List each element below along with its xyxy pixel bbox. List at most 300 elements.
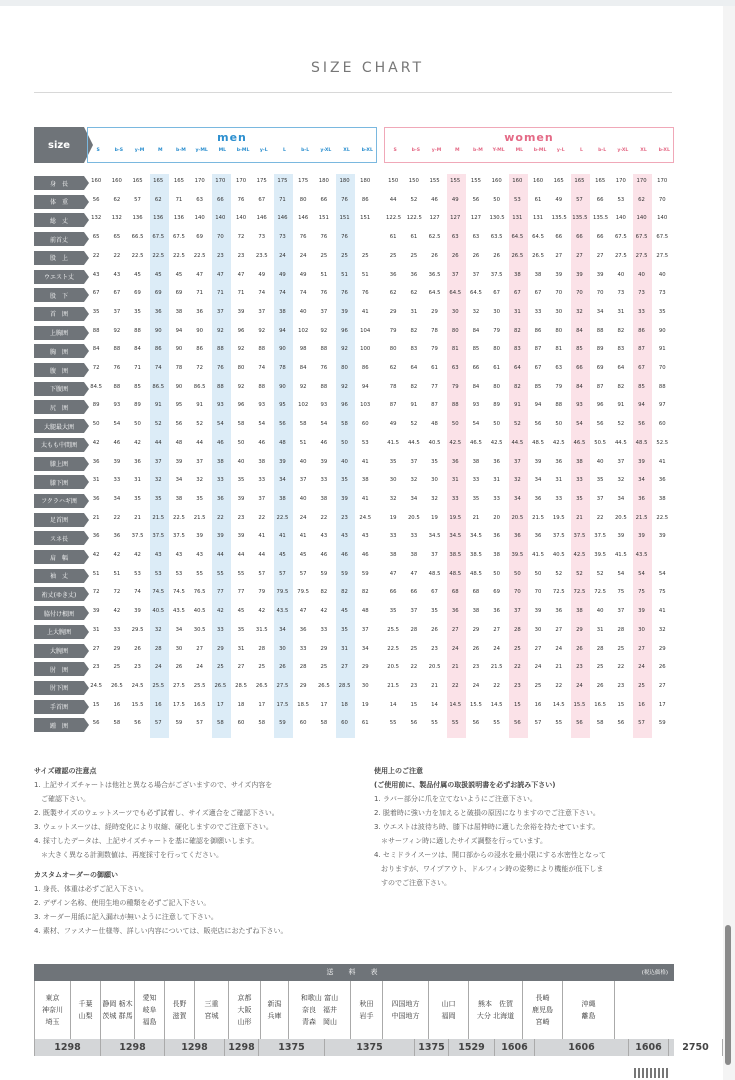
area-name: 和歌山 富山 [300, 994, 339, 1002]
women-cell: 67 [638, 365, 645, 371]
men-cell: 33 [299, 645, 307, 652]
men-cell: 35 [237, 626, 245, 633]
women-cell: 26.5 [511, 252, 524, 259]
women-cell: 41.5 [614, 552, 627, 558]
women-cell: 16 [534, 701, 542, 708]
women-cell: 38 [513, 271, 521, 278]
men-cell: 44 [216, 552, 224, 558]
women-cell: 135.5 [572, 215, 588, 222]
men-cell: 92 [237, 346, 245, 353]
men-cell: 84.5 [90, 383, 103, 390]
men-cell: 29 [216, 645, 224, 652]
men-cell: 55 [216, 570, 224, 577]
women-cell: 64 [513, 365, 521, 371]
women-cell: 83 [513, 346, 521, 353]
women-cell: 69 [596, 365, 604, 371]
women-size-13: XL [640, 148, 647, 153]
shipping-price: 1375 [259, 1039, 325, 1056]
women-cell: 34 [513, 495, 521, 502]
men-cell: 82 [341, 589, 348, 596]
men-cell: 26 [134, 645, 141, 652]
women-cell: 35 [431, 608, 438, 615]
size-notes-list [34, 778, 364, 862]
men-cell: 43 [320, 533, 328, 540]
men-cell: 56 [92, 720, 100, 727]
note-item: 1. 身長、体重は必ずご記入下さい。 [34, 885, 148, 893]
women-cell: 33 [493, 495, 501, 502]
women-cell: 52 [410, 421, 418, 428]
area-name: 山口 [441, 1000, 456, 1008]
women-cell: 40.5 [552, 552, 565, 558]
women-cell: 37.5 [573, 533, 586, 540]
men-cell: 31 [341, 645, 348, 652]
men-cell: 96 [237, 402, 245, 409]
women-cell: 32 [472, 308, 480, 315]
men-cell: 42 [258, 608, 266, 615]
men-cell: 73 [258, 234, 266, 241]
men-cell: 25 [341, 252, 348, 259]
women-cell: 26 [451, 252, 459, 259]
men-cell: 39 [92, 608, 100, 615]
women-cell: 62 [389, 290, 397, 297]
women-cell: 127 [429, 215, 440, 222]
men-cell: 92 [258, 327, 266, 334]
men-cell: 24 [154, 664, 162, 671]
women-cell: 64 [617, 365, 625, 371]
barcode-mark [634, 1068, 670, 1078]
women-cell: 82 [513, 383, 521, 390]
shipping-price: 1606 [629, 1039, 669, 1056]
women-cell: 62 [638, 196, 645, 203]
women-size-4: M [454, 148, 460, 153]
women-cell: 87 [431, 402, 438, 409]
men-cell: 38 [175, 495, 183, 502]
women-cell: 24 [493, 645, 501, 652]
men-cell: 66.5 [131, 234, 144, 241]
women-cell: 70 [576, 290, 583, 297]
shipping-areas [34, 981, 674, 1039]
women-cell: 155 [470, 178, 481, 184]
women-size-2: b-S [411, 148, 421, 153]
men-cell: 54 [113, 421, 121, 428]
area-name: 千葉 [78, 1000, 93, 1008]
women-cell: 44.5 [407, 439, 420, 446]
men-cell: 86 [196, 346, 204, 353]
women-cell: 34 [410, 495, 418, 502]
men-cell: 33 [258, 477, 266, 484]
men-cell: 54 [320, 421, 328, 428]
women-cell: 26.5 [532, 252, 544, 259]
note-item: 3. ウェットスーツは、経時変化により収縮、硬化しますのでご注意下さい。 [34, 823, 273, 831]
table-row [34, 700, 674, 714]
women-cell: 37 [472, 271, 480, 278]
women-cell: 23 [431, 645, 438, 652]
tax-note: (税込価格) [641, 970, 668, 976]
women-cell: 29 [576, 626, 583, 633]
women-cell: 20.5 [428, 664, 441, 671]
men-cell: 71 [216, 290, 224, 297]
note-item: 4. 素材、ファスナー仕様等、詳しい内容については、販売店におたずね下さい。 [34, 927, 288, 935]
area-name: 山梨 [78, 1012, 93, 1020]
women-cell: 50 [493, 421, 501, 428]
men-cell: 88 [216, 346, 224, 353]
row-label: 下腹囲 [34, 382, 84, 396]
women-cell: 70 [596, 290, 604, 297]
women-cell: 61 [534, 196, 542, 203]
men-cell: 39 [279, 458, 286, 465]
men-cell: 43 [154, 552, 162, 558]
women-cell: 33 [555, 495, 563, 502]
women-cell: 58 [596, 720, 604, 727]
size-header: size [34, 127, 84, 163]
men-cell: 69 [154, 290, 162, 297]
men-cell: 95 [279, 402, 286, 409]
men-cell: 82 [361, 589, 369, 596]
women-cell: 67 [534, 365, 542, 371]
women-cell: 64.5 [428, 290, 441, 297]
women-cell: 22.5 [387, 645, 400, 652]
men-cell: 92 [299, 383, 307, 390]
women-cell: 22 [451, 682, 459, 689]
women-cell: 75 [658, 589, 666, 596]
men-cell: 46 [361, 552, 369, 558]
women-cell: 91 [617, 402, 625, 409]
men-cell: 132 [91, 215, 102, 222]
men-cell: 39 [216, 533, 224, 540]
women-cell: 48 [431, 421, 438, 428]
men-cell: 56 [92, 196, 100, 203]
women-cell: 15.5 [573, 701, 586, 708]
women-cell: 44.5 [614, 439, 627, 446]
women-cell: 29 [389, 308, 397, 315]
men-cell: 40 [237, 458, 245, 465]
row-label: 肩 幅 [34, 550, 84, 564]
women-cell: 86 [638, 327, 645, 334]
table-row [34, 213, 674, 227]
women-cell: 21 [451, 664, 459, 671]
men-cell: 22 [92, 252, 100, 259]
women-cell: 15 [617, 701, 625, 708]
men-cell: 30 [175, 645, 183, 652]
note-item: 3. オーダー用紙に記入漏れが無いように注意して下さい。 [34, 913, 218, 921]
women-cell: 35 [658, 308, 666, 315]
men-cell: 170 [194, 178, 205, 184]
women-cell: 28 [596, 645, 604, 652]
table-row [34, 232, 674, 246]
men-cell: 74 [154, 365, 162, 371]
men-cell: 39 [341, 495, 348, 502]
men-cell: 90 [279, 383, 286, 390]
men-cell: 43 [92, 271, 100, 278]
men-cell: 146 [298, 215, 309, 222]
women-cell: 85 [638, 383, 645, 390]
men-cell: 37 [361, 626, 369, 633]
men-cell: 72 [113, 589, 121, 596]
women-cell: 56 [410, 720, 418, 727]
women-cell: 39 [576, 271, 583, 278]
men-cell: 16.5 [193, 701, 206, 708]
men-cell: 88 [258, 346, 266, 353]
men-cell: 40.5 [152, 608, 165, 615]
women-cell: 84 [576, 383, 583, 390]
women-size-14: b-XL [658, 148, 670, 153]
women-cell: 21 [472, 514, 480, 521]
row-label: 尻 囲 [34, 400, 84, 414]
men-cell: 22.5 [131, 252, 144, 259]
men-cell: 56 [279, 421, 286, 428]
women-cell: 21 [555, 664, 563, 671]
women-cell: 93 [576, 402, 583, 409]
men-cell: 60 [341, 720, 348, 727]
men-cell: 37 [258, 495, 266, 502]
women-cell: 56 [513, 720, 521, 727]
men-cell: 41 [279, 533, 286, 540]
women-cell: 40 [658, 271, 666, 278]
men-cell: 77 [216, 589, 224, 596]
row-label: 前首丈 [34, 232, 84, 246]
men-cell: 39 [320, 458, 328, 465]
women-cell: 21.5 [532, 514, 544, 521]
men-cell: 40 [299, 458, 307, 465]
shipping-area [469, 981, 523, 1039]
men-cell: 65 [113, 234, 121, 241]
women-cell: 34 [617, 495, 625, 502]
men-cell: 49 [258, 271, 266, 278]
shipping-area [195, 981, 229, 1039]
men-cell: 51 [92, 570, 100, 577]
women-cell: 32 [658, 626, 666, 633]
men-cell: 91 [196, 402, 204, 409]
men-cell: 57 [279, 570, 286, 577]
men-cell: 92 [216, 327, 224, 334]
men-cell: 35 [237, 477, 245, 484]
women-cell: 127 [450, 215, 461, 222]
men-cell: 136 [132, 215, 143, 222]
women-cell: 22 [493, 682, 501, 689]
men-cell: 72 [237, 234, 245, 241]
women-cell: 39 [638, 533, 645, 540]
table-row [34, 494, 674, 508]
men-size-10: L [282, 148, 286, 153]
row-label: 上胸囲 [34, 326, 84, 340]
row-label: 股 下 [34, 288, 84, 302]
area-name: 愛知 [142, 994, 157, 1002]
women-cell: 75 [638, 589, 645, 596]
men-cell: 84 [92, 346, 100, 353]
men-cell: 69 [134, 290, 141, 297]
men-cell: 74.5 [173, 589, 185, 596]
men-cell: 95 [175, 402, 183, 409]
women-cell: 27 [555, 626, 563, 633]
women-cell: 165 [574, 178, 585, 184]
women-cell: 36 [493, 533, 501, 540]
men-cell: 96 [341, 402, 348, 409]
men-cell: 40 [341, 458, 348, 465]
women-cell: 122.5 [386, 215, 402, 222]
women-cell: 36 [451, 458, 459, 465]
men-cell: 45 [175, 271, 183, 278]
table-row [34, 644, 674, 658]
women-cell: 35 [576, 495, 583, 502]
women-cell: 37 [596, 495, 604, 502]
women-cell: 39 [658, 533, 666, 540]
table-row [34, 400, 674, 414]
women-cell: 34 [534, 477, 542, 484]
men-cell: 52 [154, 421, 162, 428]
men-cell: 46 [320, 552, 328, 558]
women-cell: 61 [431, 365, 438, 371]
women-cell: 70 [658, 365, 666, 371]
men-cell: 32 [196, 477, 204, 484]
men-cell: 36 [92, 458, 100, 465]
women-cell: 14 [389, 701, 397, 708]
women-cell: 160 [532, 178, 544, 184]
table-row [34, 475, 674, 489]
table-row [34, 270, 674, 284]
men-cell: 26.5 [214, 682, 227, 689]
women-cell: 67 [431, 589, 438, 596]
women-cell: 66 [410, 589, 418, 596]
men-cell: 76 [320, 234, 328, 241]
women-cell: 82 [617, 383, 625, 390]
women-cell: 27 [638, 645, 645, 652]
women-cell: 37 [431, 552, 438, 558]
women-cell: 79 [389, 327, 397, 334]
women-cell: 78 [389, 383, 397, 390]
women-cell: 28 [410, 626, 418, 633]
women-cell: 38 [410, 552, 418, 558]
women-cell: 82 [410, 383, 418, 390]
men-cell: 53 [361, 439, 369, 446]
men-cell: 80 [299, 196, 307, 203]
men-size-8: b-ML [236, 148, 250, 153]
men-cell: 102 [298, 327, 309, 334]
women-cell: 64.5 [511, 234, 524, 241]
women-cell: 25.5 [387, 626, 400, 633]
usage-notes-heading: 使用上のご注意 [374, 767, 423, 775]
women-cell: 38.5 [470, 552, 482, 558]
women-cell: 85 [472, 346, 480, 353]
women-cell: 20.5 [511, 514, 524, 521]
scrollbar-thumb[interactable] [725, 925, 731, 1065]
women-cell: 31 [493, 477, 501, 484]
women-cell: 38 [493, 552, 501, 558]
women-cell: 79 [451, 383, 459, 390]
men-cell: 50 [341, 439, 348, 446]
women-cell: 14.5 [490, 701, 503, 708]
women-cell: 72.5 [573, 589, 586, 596]
women-cell: 50 [451, 421, 459, 428]
page-title: SIZE CHART [310, 60, 425, 76]
women-cell: 39 [534, 458, 542, 465]
row-label: 踵 囲 [34, 718, 84, 732]
men-cell: 26 [175, 664, 183, 671]
women-cell: 33 [638, 308, 645, 315]
men-cell: 180 [360, 178, 371, 184]
women-cell: 72.5 [552, 589, 565, 596]
men-cell: 25 [258, 664, 266, 671]
men-cell: 42 [134, 439, 141, 446]
usage-notes-list [374, 792, 674, 890]
women-cell: 36 [513, 533, 521, 540]
women-cell: 89 [596, 346, 604, 353]
women-cell: 93 [472, 402, 480, 409]
men-cell: 71 [279, 196, 286, 203]
men-cell: 92 [113, 327, 121, 334]
men-cell: 15.5 [131, 701, 144, 708]
men-size-7: ML [218, 148, 227, 153]
men-cell: 43.5 [173, 608, 185, 615]
men-cell: 42 [216, 608, 224, 615]
women-cell: 46 [431, 196, 438, 203]
area-name: 中国地方 [391, 1012, 420, 1020]
men-cell: 66 [320, 196, 328, 203]
men-cell: 37.5 [131, 533, 144, 540]
women-cell: 66 [596, 234, 604, 241]
notes-left [34, 764, 364, 938]
men-cell: 31 [92, 626, 100, 633]
shipping-area [101, 981, 135, 1039]
women-cell: 27 [451, 626, 459, 633]
row-label: スネ長 [34, 531, 84, 545]
women-cell: 38 [576, 458, 583, 465]
women-cell: 66 [555, 234, 563, 241]
women-cell: 15 [410, 701, 418, 708]
women-cell: 64 [410, 365, 418, 371]
men-cell: 26.5 [255, 682, 268, 689]
women-cell: 79 [431, 346, 438, 353]
men-cell: 23 [134, 664, 141, 671]
women-cell: 19 [431, 514, 438, 521]
men-cell: 43 [196, 552, 204, 558]
men-cell: 45 [237, 608, 245, 615]
women-cell: 20.5 [614, 514, 627, 521]
men-cell: 29 [320, 645, 328, 652]
men-cell: 28 [154, 645, 162, 652]
men-cell: 84 [134, 346, 141, 353]
women-cell: 44 [389, 196, 397, 203]
area-name: 福岡 [441, 1012, 456, 1020]
shipping-area [289, 981, 351, 1039]
women-cell: 34.5 [470, 533, 482, 540]
women-cell: 22 [617, 664, 625, 671]
men-cell: 80 [341, 365, 348, 371]
women-cell: 21.5 [490, 664, 503, 671]
women-cell: 73 [638, 290, 645, 297]
note-item: 2. 既製サイズのウェットスーツでも必ず試着し、サイズ適合をご確認下さい。 [34, 809, 279, 817]
women-cell: 64.5 [449, 290, 462, 297]
men-cell: 72 [196, 365, 204, 371]
men-cell: 160 [91, 178, 102, 184]
men-cell: 71 [237, 290, 245, 297]
men-cell: 18 [237, 701, 245, 708]
note-item: 4. 採寸したデータは、上記サイズチャートを基に確認を御願いします。 [34, 837, 259, 845]
note-item: ご確認下さい。 [34, 795, 90, 803]
women-cell: 21.5 [635, 514, 648, 521]
men-cell: 98 [299, 346, 307, 353]
men-cell: 24.5 [90, 682, 103, 689]
men-cell: 80 [237, 365, 245, 371]
women-cell: 91 [513, 402, 521, 409]
row-label: 腹 囲 [34, 363, 84, 377]
area-name: 岩手 [359, 1012, 374, 1020]
men-cell: 76.5 [193, 589, 206, 596]
men-cell: 22 [113, 514, 121, 521]
women-cell: 80 [493, 346, 501, 353]
table-row [34, 438, 674, 452]
note-item: すのでご注意下さい。 [374, 879, 451, 887]
women-cell: 55 [431, 720, 438, 727]
